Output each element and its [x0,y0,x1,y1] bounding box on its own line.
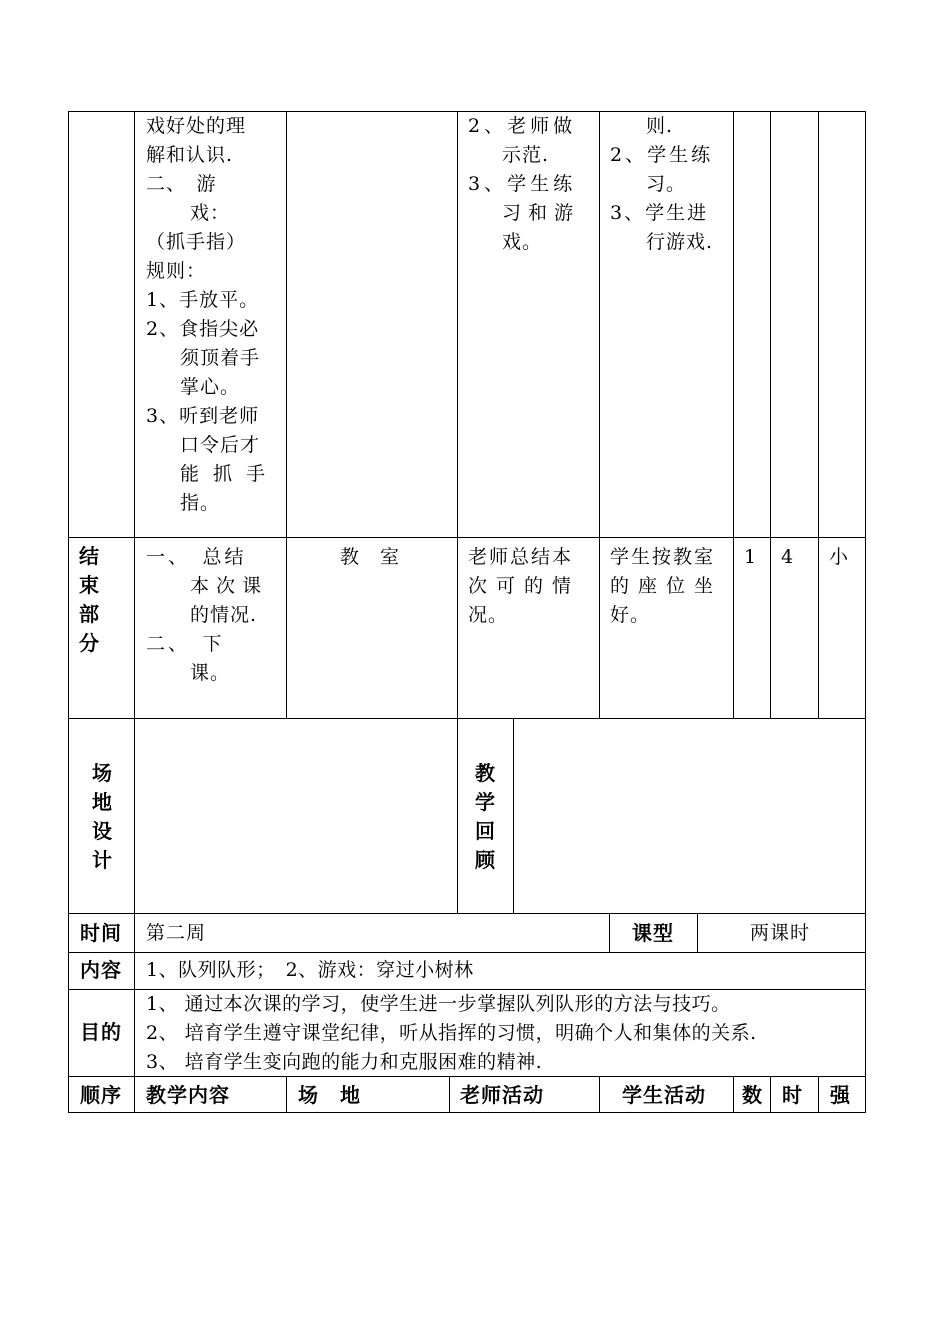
cont-content-line: 戏： [190,202,231,224]
cont-content-line: 戏好处的理 [146,115,247,137]
design-label-char: 设 [92,819,112,843]
end-label-char: 分 [79,631,99,655]
design-label-char: 地 [92,790,112,814]
rule-col1 [134,111,135,1113]
end-label-char: 结 [79,544,99,568]
cont-content-line: 口令后才 [180,434,261,456]
rule-design-top [68,718,866,719]
design-label-char: 场 [92,761,112,785]
end-content-line: 二、 下 [146,633,225,655]
content-value: 1、队列队形； 2、游戏：穿过小树林 [146,959,474,981]
cont-teacher-line: 示范. [502,144,550,166]
cont-content-line: 指。 [180,492,221,514]
design-label-char: 计 [92,848,112,872]
goal-label: 目的 [80,1020,122,1044]
header-time: 时 [782,1083,803,1107]
review-label-char: 学 [475,790,495,814]
rule-h-col5 [733,1076,734,1113]
rule-type-right [697,913,698,953]
cont-content-line: 2、食指尖必 [146,318,260,340]
header-content: 教学内容 [146,1083,230,1107]
cont-content-line: 1、手放平。 [146,289,260,311]
review-label-char: 顾 [475,848,495,872]
rule-right [865,111,866,1113]
content-label: 内容 [80,958,122,982]
end-student-line: 的座位坐 [610,575,723,597]
end-student-line: 好。 [610,604,651,626]
end-label-char: 部 [79,602,99,626]
rule-bottom [68,1112,866,1113]
cont-teacher-line: 2、老师做 [468,115,577,137]
type-label: 课型 [632,921,674,945]
end-intensity: 小 [829,546,850,568]
rule-left [68,111,69,1113]
end-teacher-line: 况。 [468,604,509,626]
cont-teacher-line: 习和游 [502,202,581,224]
rule-content-top [68,952,866,953]
header-venue: 场 地 [298,1083,361,1107]
goal-line: 1、 通过本次课的学习，使学生进一步掌握队列队形的方法与技巧。 [146,993,731,1015]
rule-h-col2 [286,1076,287,1113]
header-student: 学生活动 [622,1083,706,1107]
cont-student-line: 3、学生进 [610,202,709,224]
cont-content-line: 能抓手 [180,463,280,485]
rule-h-col3 [449,1076,450,1113]
cont-student-line: 2、学生练 [610,144,714,166]
rule-h-col7 [818,1076,819,1113]
goal-line: 2、 培育学生遵守课堂纪律，听从指挥的习惯，明确个人和集体的关系. [146,1022,757,1044]
cont-content-line: 规则： [146,260,207,282]
end-venue: 教 室 [340,546,401,568]
rule-h-col6 [770,1076,771,1113]
end-time: 4 [781,546,795,568]
cont-content-line: （抓手指） [146,231,247,253]
cont-teacher-line: 戏。 [502,231,543,253]
cont-content-line: 掌心。 [180,376,241,398]
end-student-line: 学生按教室 [610,546,716,568]
header-count: 数 [742,1083,763,1107]
header-order: 顺序 [80,1083,122,1107]
cont-student-line: 行游戏. [646,231,714,253]
review-label-char: 回 [475,819,495,843]
rule-col3-upper [457,111,458,914]
review-label-char: 教 [475,761,495,785]
rule-review-divider [513,718,514,914]
rule-time-top [68,913,866,914]
end-teacher-line: 次可的情 [468,575,581,597]
time-label: 时间 [80,921,122,945]
end-label-char: 束 [79,573,99,597]
end-content-line: 的情况. [190,604,258,626]
rule-col5-upper [733,111,734,719]
header-teacher: 老师活动 [460,1083,544,1107]
cont-student-line: 习。 [646,173,687,195]
cont-content-line: 3、听到老师 [146,405,260,427]
rule-type-left [609,913,610,953]
end-count: 1 [744,546,758,568]
rule-col2-upper [286,111,287,719]
rule-col6-upper [770,111,771,719]
end-teacher-line: 老师总结本 [468,546,574,568]
cont-content-line: 解和认识. [146,144,234,166]
cont-teacher-line: 3、学生练 [468,173,577,195]
cont-content-line: 须顶着手 [180,347,261,369]
rule-col4-upper [599,111,600,719]
cont-content-line: 二、 游 [146,173,217,195]
cont-student-line: 则. [646,115,674,137]
rule-col7-upper [818,111,819,719]
goal-line: 3、 培育学生变向跑的能力和克服困难的精神. [146,1051,543,1073]
time-value: 第二周 [146,922,207,944]
rule-end-top [68,537,866,538]
rule-h-col4 [599,1076,600,1113]
end-content-line: 一、 总结 [146,546,247,568]
header-intensity: 强 [830,1083,851,1107]
end-content-line: 本次课 [190,575,269,597]
type-value: 两课时 [750,922,811,944]
end-content-line: 课。 [190,662,231,684]
